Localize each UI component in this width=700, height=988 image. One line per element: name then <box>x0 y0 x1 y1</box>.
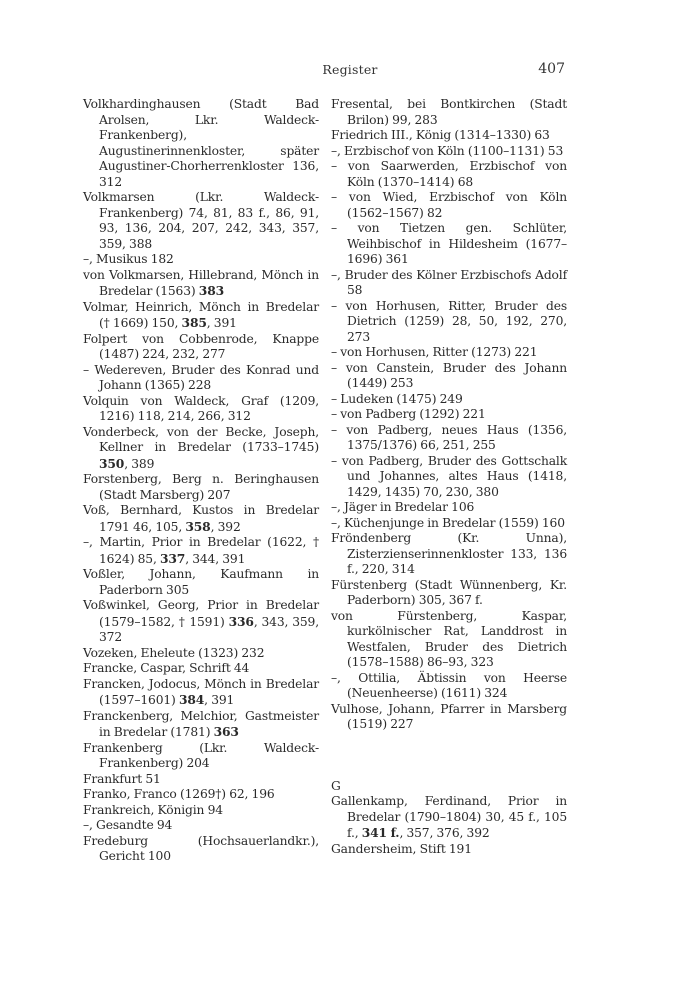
index-entry <box>331 345 567 361</box>
entry-text: – von Padberg (1292) 221 <box>331 407 486 421</box>
index-entry <box>83 818 319 834</box>
index-entry <box>331 609 567 671</box>
page-ref-bold: 337 <box>159 550 186 566</box>
page-ref-bold: 384 <box>178 692 205 707</box>
page-ref-bold: 383 <box>198 283 225 298</box>
entry-text: – von Horhusen, Ritter (1273) 221 <box>331 345 538 359</box>
index-entry <box>331 794 567 842</box>
page-ref-bold: 385 <box>181 315 207 330</box>
entry-text: – von Padberg, neues Haus (1356, 1375/1376) 66, 251, 255 <box>331 422 567 452</box>
entry-text: – von Canstein, Bruder des Johann (1449) 253 <box>331 360 567 390</box>
entry-text: Volmar, Heinrich, Mönch in Bredelar († 1669) 150, <box>83 299 319 330</box>
entry-text: Vulhose, Johann, Pfarrer in Marsberg (1519) 227 <box>331 701 567 731</box>
index-entry <box>83 661 319 677</box>
entry-text: Franckenberg, Melchior, Gastmeister in Bredelar (1781) <box>83 708 319 739</box>
page-ref-bold: 358 <box>185 518 211 534</box>
index-entry <box>331 516 567 532</box>
entry-text: –, Jäger in Bredelar 106 <box>331 500 475 514</box>
entry-text: Volquin von Waldeck, Graf (1209, 1216) 118, 214, 266, 312 <box>83 393 319 423</box>
index-entry <box>83 332 319 363</box>
entry-text: Volkhardinghausen (Stadt Bad Arolsen, Lkr. Waldeck-Frankenberg), Augustinerinnenkloster, später Augustiner-Chorherrenkloster 136, 312 <box>83 97 319 189</box>
entry-text: , 343, 359, 372 <box>99 614 319 644</box>
index-entry <box>83 503 319 535</box>
entry-text: von Fürstenberg, Kaspar, kurkölnischer Rat, Landdrost in Westfalen, Bruder des Dietrich (1578–1588) 86–93, 323 <box>331 608 567 669</box>
index-entries-f <box>331 97 567 733</box>
index-entry <box>331 190 567 221</box>
index-column-right <box>331 97 567 857</box>
entry-text: , 389 <box>124 456 155 471</box>
entry-text: Folpert von Cobbenrode, Knappe (1487) 224, 232, 277 <box>83 331 319 361</box>
entry-text: Frankreich, Königin 94 <box>83 802 223 817</box>
entry-text: – von Padberg, Bruder des Gottschalk und Johannes, altes Haus (1418, 1429, 1435) 70, 230, 380 <box>331 453 567 499</box>
index-entry <box>83 300 319 332</box>
entry-text: , 392 <box>210 519 241 534</box>
index-entry <box>331 97 567 128</box>
entry-text: – von Horhusen, Ritter, Bruder des Dietrich (1259) 28, 50, 192, 270, 273 <box>331 298 567 344</box>
index-entry <box>83 252 319 268</box>
index-entry <box>331 392 567 408</box>
entry-text: , 357, 376, 392 <box>399 826 490 840</box>
entry-text: Voßler, Johann, Kaufmann in Paderborn 305 <box>83 567 319 597</box>
index-entry <box>83 394 319 425</box>
index-entry <box>83 425 319 473</box>
index-column-left <box>83 97 319 865</box>
index-entry <box>83 741 319 772</box>
entry-text: Frankfurt 51 <box>83 771 161 786</box>
entry-text: –, Musikus 182 <box>83 252 174 266</box>
entry-text: Franko, Franco (1269†) 62, 196 <box>83 787 275 801</box>
entry-text: Francken, Jodocus, Mönch in Bredelar (1597–1601) <box>83 676 319 707</box>
index-entry <box>83 97 319 190</box>
page-ref-bold: 350 <box>99 455 125 471</box>
index-entry <box>331 454 567 501</box>
entry-text: – von Tietzen gen. Schlüter, Weihbischof in Hildesheim (1677–1696) 361 <box>331 221 567 266</box>
index-entry <box>83 190 319 252</box>
entry-text: , 344, 391 <box>185 551 246 566</box>
entry-text: – Wedereven, Bruder des Konrad und Johann (1365) 228 <box>83 362 319 392</box>
entry-text: Frankenberg (Lkr. Waldeck-Frankenberg) 204 <box>83 740 319 770</box>
entry-text: –, Küchenjunge in Bredelar (1559) 160 <box>331 515 565 530</box>
index-entry <box>83 535 319 567</box>
entry-text: Forstenberg, Berg n. Beringhausen (Stadt Marsberg) 207 <box>83 472 319 502</box>
section-gap <box>331 733 567 779</box>
index-entry <box>83 787 319 803</box>
entry-text: Voß, Bernhard, Kustos in Bredelar 1791 46, 105, <box>83 503 319 534</box>
index-entries-g <box>331 794 567 857</box>
entry-text: Fröndenberg (Kr. Unna), Zisterzienserinnenkloster 133, 136 f., 220, 314 <box>331 531 567 576</box>
index-entry <box>331 423 567 454</box>
index-entry <box>83 834 319 865</box>
entry-text: Fresental, bei Bontkirchen (Stadt Brilon) 99, 283 <box>331 97 567 127</box>
page-number: 407 <box>538 61 565 77</box>
entry-text: –, Martin, Prior in Bredelar (1622, † 1624) 85, <box>83 535 319 566</box>
entry-text: Vonderbeck, von der Becke, Joseph, Kellner in Bredelar (1733–1745) <box>83 424 319 454</box>
page-ref-bold: 363 <box>213 724 239 739</box>
entry-text: – von Saarwerden, Erzbischof von Köln (1370–1414) 68 <box>331 159 567 189</box>
entry-text: – Ludeken (1475) 249 <box>331 391 463 406</box>
running-header-title: Register <box>322 62 378 77</box>
entry-text: –, Erzbischof von Köln (1100–1131) 53 <box>331 143 564 158</box>
entry-text: –, Gesandte 94 <box>83 818 173 832</box>
index-entry <box>83 803 319 819</box>
index-entry <box>83 677 319 709</box>
entry-text: , 391 <box>206 316 237 330</box>
entry-text: –, Bruder des Kölner Erzbischofs Adolf 58 <box>331 267 567 297</box>
index-entry <box>331 144 567 160</box>
index-entry <box>331 221 567 268</box>
index-entry <box>331 299 567 346</box>
index-entry <box>83 772 319 788</box>
entry-text: Voßwinkel, Georg, Prior in Bredelar (1579–1582, † 1591) <box>83 598 319 629</box>
entry-text: Vozeken, Eheleute (1323) 232 <box>83 645 265 660</box>
section-letter: G <box>331 778 341 793</box>
index-entry <box>83 567 319 598</box>
entry-text: Gandersheim, Stift 191 <box>331 841 472 856</box>
entry-text: –, Ottilia, Äbtissin von Heerse (Neuenheerse) (1611) 324 <box>331 670 567 700</box>
entry-text: Fürstenberg (Stadt Wünnenberg, Kr. Paderborn) 305, 367 f. <box>331 577 567 607</box>
index-entry <box>83 709 319 741</box>
page-ref-bold: 341 f. <box>361 825 400 840</box>
index-entry <box>83 646 319 662</box>
entry-text: Volkmarsen (Lkr. Waldeck-Frankenberg) 74, 81, 83 f., 86, 91, 93, 136, 204, 207, 242, 343, 357, 359, 388 <box>83 190 319 251</box>
entry-text: Francke, Caspar, Schrift 44 <box>83 661 250 675</box>
page-ref-bold: 336 <box>228 613 254 629</box>
index-entry <box>83 363 319 394</box>
entry-text: Friedrich III., König (1314–1330) 63 <box>331 128 550 142</box>
entry-text: Gallenkamp, Ferdinand, Prior in Bredelar (1790–1804) 30, 45 f., 105 f., <box>331 794 567 840</box>
index-entry <box>331 361 567 392</box>
entry-text: – von Wied, Erzbischof von Köln (1562–1567) 82 <box>331 190 567 220</box>
index-entry <box>83 598 319 646</box>
index-entry <box>331 407 567 423</box>
index-entry <box>331 842 567 858</box>
index-entry <box>83 472 319 503</box>
index-entry <box>331 578 567 609</box>
index-entry <box>331 159 567 190</box>
index-entry <box>331 671 567 702</box>
index-entry <box>331 128 567 144</box>
entry-text: von Volkmarsen, Hillebrand, Mönch in Bredelar (1563) <box>83 267 319 298</box>
entry-text: Fredeburg (Hochsauerlandkr.), Gericht 100 <box>83 833 319 863</box>
index-entry <box>83 268 319 300</box>
index-entry <box>331 531 567 578</box>
index-entry <box>331 500 567 516</box>
index-entry <box>331 268 567 299</box>
entry-text: , 391 <box>204 693 235 707</box>
index-entry <box>331 702 567 733</box>
